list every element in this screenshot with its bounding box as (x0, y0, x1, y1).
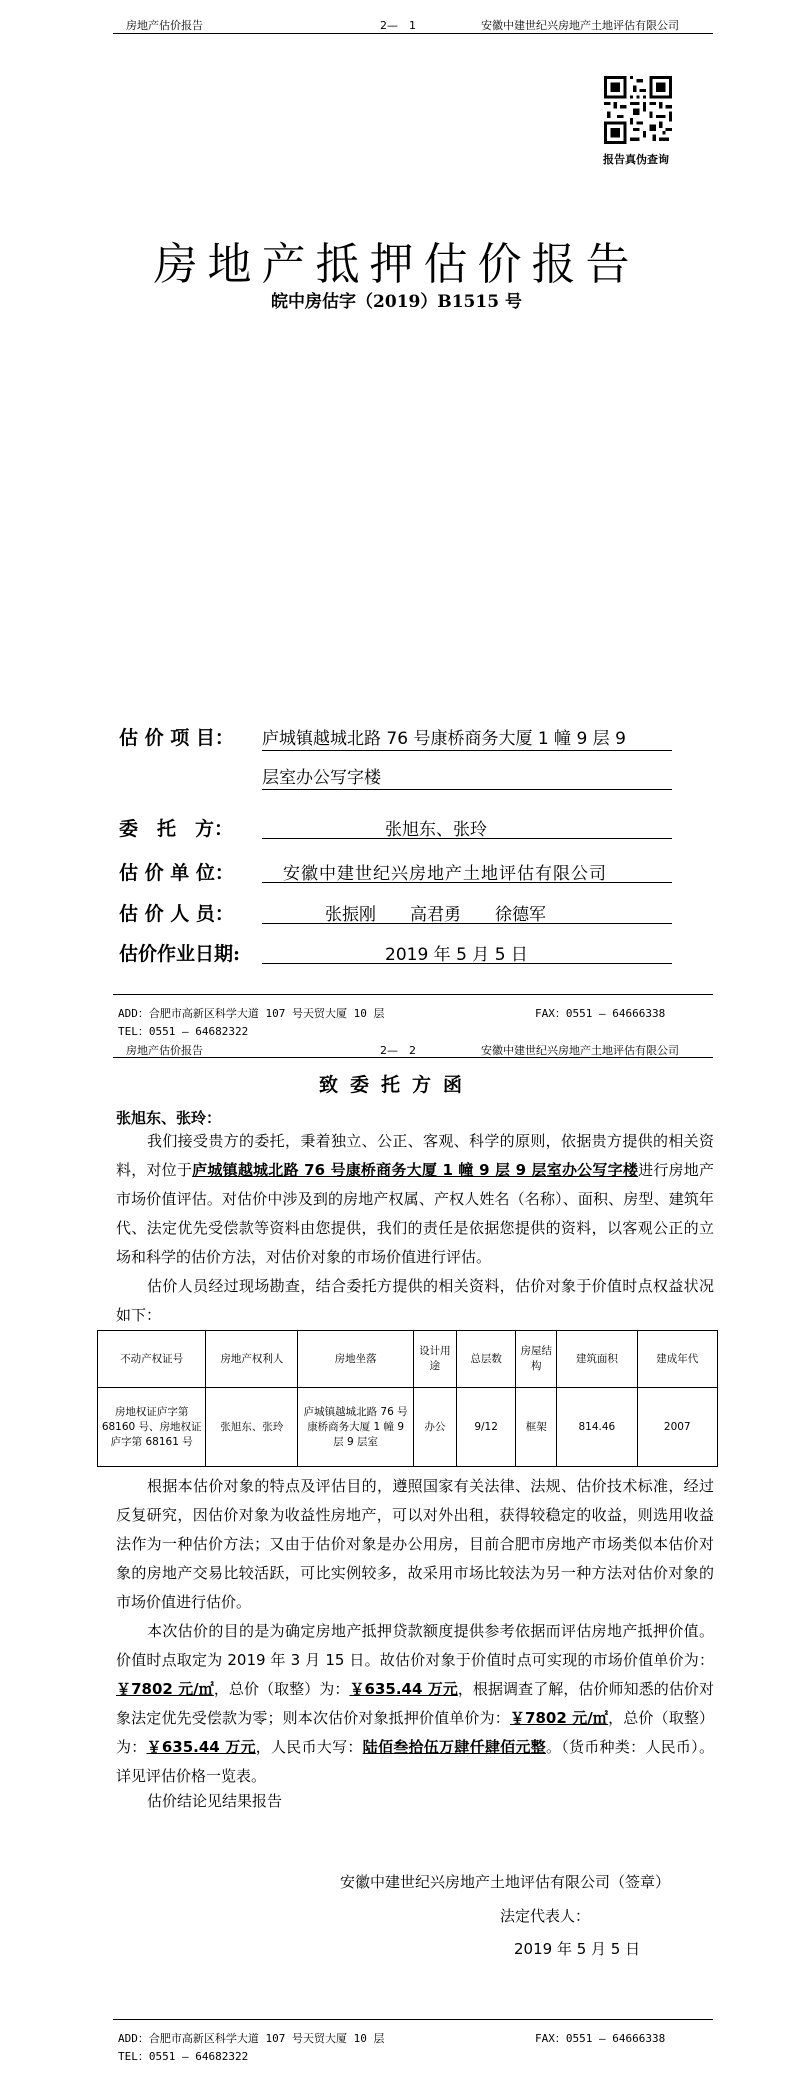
letter-title: 致委托方函 (318, 1074, 474, 1096)
p1-text-c: 进行房地产市场价值评估。对估价中涉及到的房地产权属、产权人姓名（名称）、面积、房型、建筑年代、法定优先受偿款等资料由您提供，我们的责任是依据您提供的资料，以客观公正的立场和科学的估价方法，对估价对象的市场价值进行评估。 (116, 1161, 714, 1266)
paragraph-5: 估价结论见结果报告 (147, 1792, 283, 1810)
date-label: 估价作业日期: (119, 943, 241, 965)
property-table (97, 1330, 718, 1467)
salutation: 张旭东、张玲： (116, 1109, 222, 1127)
client-value: 张旭东、张玲 (385, 820, 487, 840)
client-label: 委 托 方： (119, 818, 234, 840)
legal-representative: 法定代表人： (500, 1907, 591, 1925)
header-right: 安徽中建世纪兴房地产土地评估有限公司 (481, 19, 679, 32)
header-right: 安徽中建世纪兴房地产土地评估有限公司 (481, 1044, 679, 1057)
unit-label: 估 价 单 位： (119, 862, 234, 884)
project-label: 估 价 项 目： (119, 727, 234, 749)
unit-underline (262, 882, 672, 883)
table-header-cell: 房屋结构 (516, 1331, 557, 1388)
unit-value: 安徽中建世纪兴房地产土地评估有限公司 (283, 864, 607, 884)
report-title: 房地产抵押估价报告 (153, 239, 640, 290)
header-rule (113, 33, 713, 34)
footer-tel: TEL：0551 — 64682322 (118, 2050, 249, 2063)
staff-label: 估 价 人 员： (119, 903, 234, 925)
p4-text-e: ，人民币大写： (255, 1738, 363, 1756)
p4-text-c: ，根据调查了解，估价师知悉的估价对象法定优先受偿款为零；则本次估价对象抵押价值单价为： (116, 1680, 714, 1727)
p1-text-a: 我们接受贵方的委托，秉着独立、公正、客观、科学的原则，依据贵方提供的相关资料，对位于 (116, 1132, 714, 1179)
footer-tel: TEL：0551 — 64682322 (118, 1025, 249, 1038)
date-underline (262, 963, 672, 964)
footer-address: ADD：合肥市高新区科学大道 107 号天贸大厦 10 层 (118, 1007, 385, 1020)
header-left: 房地产估价报告 (126, 1044, 203, 1057)
header-left: 房地产估价报告 (126, 19, 203, 32)
table-header-cell: 设计用途 (413, 1331, 456, 1388)
header-rule (113, 1057, 713, 1058)
table-header-cell: 建筑面积 (557, 1331, 637, 1388)
staff-value: 张振刚 高君勇 徐德军 (325, 905, 546, 925)
table-cell: 2007 (637, 1388, 717, 1467)
p4-text-f: 。（货币种类：人民币）。详见评估价格一览表。 (116, 1738, 714, 1785)
footer-rule (113, 994, 713, 995)
table-cell: 庐城镇越城北路 76 号康桥商务大厦 1 幢 9 层 9 层室 (298, 1388, 413, 1467)
paragraph-2: 估价人员经过现场勘查，结合委托方提供的相关资料，估价对象于价值时点权益状况如下： (116, 1277, 714, 1324)
paragraph-4 (116, 1617, 714, 1791)
footer-rule (113, 2019, 713, 2020)
table-cell: 房地权证庐字第 68160 号、房地权证庐字第 68161 号 (98, 1388, 206, 1467)
header-page-number: 2— 1 (380, 19, 416, 32)
market-total-price: ￥635.44 万元 (349, 1680, 458, 1698)
table-cell: 办公 (413, 1388, 456, 1467)
project-value-line1: 庐城镇越城北路 76 号康桥商务大厦 1 幢 9 层 9 (262, 729, 626, 749)
table-header-row (98, 1331, 718, 1388)
table-cell: 814.46 (557, 1388, 637, 1467)
footer-fax: FAX：0551 — 64666338 (535, 2032, 666, 2045)
p4-text-a: 本次估价的目的是为确定房地产抵押贷款额度提供参考依据而评估房地产抵押价值。价值时点取定为 2019 年 3 月 15 日。故估价对象于价值时点可实现的市场价值单价为： (116, 1622, 714, 1669)
mortgage-unit-price: ￥7802 元/㎡ (509, 1709, 609, 1727)
table-cell: 9/12 (456, 1388, 515, 1467)
date-value: 2019 年 5 月 5 日 (385, 945, 528, 965)
signature-date: 2019 年 5 月 5 日 (514, 1940, 641, 1958)
table-header-cell: 建成年代 (637, 1331, 717, 1388)
table-row (98, 1388, 718, 1467)
client-underline (262, 838, 672, 839)
qr-caption: 报告真伪查询 (603, 153, 669, 166)
amount-in-words: 陆佰叁拾伍万肆仟肆佰元整 (362, 1738, 546, 1756)
table-header-cell: 房地产权利人 (206, 1331, 298, 1388)
project-underline-1 (262, 750, 672, 751)
footer-fax: FAX：0551 — 64666338 (535, 1007, 666, 1020)
table-header-cell: 总层数 (456, 1331, 515, 1388)
mortgage-total-price: ￥635.44 万元 (146, 1738, 256, 1756)
paragraph-1 (116, 1127, 714, 1272)
p1-property-address: 庐城镇越城北路 76 号康桥商务大厦 1 幢 9 层 9 层室办公写字楼 (192, 1161, 639, 1179)
market-unit-price: ￥7802 元/㎡ (116, 1680, 214, 1698)
p4-text-b: ，总价（取整）为： (213, 1680, 350, 1698)
footer-address: ADD：合肥市高新区科学大道 107 号天贸大厦 10 层 (118, 2032, 385, 2045)
paragraph-3: 根据本估价对象的特点及评估目的，遵照国家有关法律、法规、估价技术标准，经过反复研究，因估价对象为收益性房地产，可以对外出租，获得较稳定的收益，则选用收益法作为一种估价方法；又由于估价对象是办公用房，目前合肥市房地产市场类似本估价对象的房地产交易比较活跃，可比实例较多，故采用市场比较法为另一种方法对估价对象的市场价值进行估价。 (116, 1477, 714, 1611)
signature-company: 安徽中建世纪兴房地产土地评估有限公司（签章） (340, 1873, 671, 1891)
project-value-line2: 层室办公写字楼 (262, 768, 381, 788)
project-underline-2 (262, 789, 672, 790)
p4-text-d: ，总价（取整）为： (116, 1709, 714, 1756)
table-cell: 张旭东、张玲 (206, 1388, 298, 1467)
table-header-cell: 不动产权证号 (98, 1331, 206, 1388)
qr-code-icon (604, 76, 672, 144)
header-page-number: 2— 2 (380, 1044, 416, 1057)
table-header-cell: 房地坐落 (298, 1331, 413, 1388)
staff-underline (262, 923, 672, 924)
table-cell: 框架 (516, 1388, 557, 1467)
report-number: 皖中房估字（2019）B1515 号 (271, 292, 522, 312)
